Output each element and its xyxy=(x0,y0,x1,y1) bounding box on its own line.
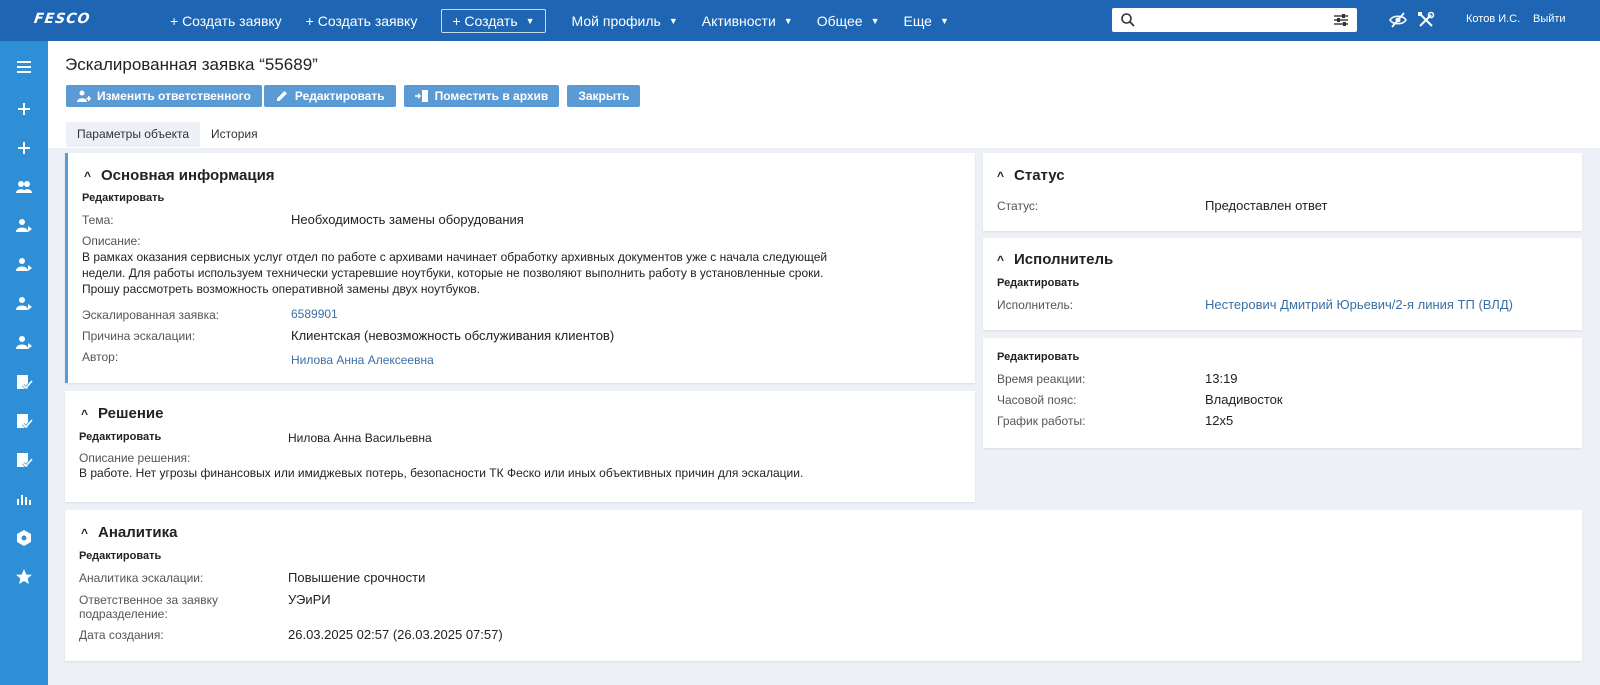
page-header xyxy=(48,41,1600,148)
main-nav xyxy=(170,0,973,41)
timezone-label: Часовой пояс: xyxy=(997,393,1077,407)
menu-icon[interactable] xyxy=(14,57,34,77)
status-header[interactable]: ^ Статус xyxy=(997,167,1065,184)
change-responsible-button[interactable]: Изменить ответственного xyxy=(66,85,262,107)
plus-icon[interactable] xyxy=(14,138,34,158)
created-date-value: 26.03.2025 02:57 (26.03.2025 07:57) xyxy=(288,627,503,642)
main-info-header[interactable]: ^ Основная информация xyxy=(84,167,275,184)
description-line: В рамках оказания сервисных услуг отдел по работе с архивами начинает обработку архивных документов уже с начала следующей xyxy=(82,250,828,264)
search-input[interactable] xyxy=(1142,10,1322,30)
archive-icon xyxy=(415,89,429,103)
nav-create-dropdown[interactable]: + Создать ▼ xyxy=(441,9,545,33)
status-value: Предоставлен ответ xyxy=(1205,198,1328,213)
status-label: Статус: xyxy=(997,199,1039,213)
users-icon[interactable] xyxy=(14,177,34,197)
solution-author: Нилова Анна Васильевна xyxy=(288,431,432,445)
escalation-reason-label: Причина эскалации: xyxy=(82,329,196,343)
search-icon xyxy=(1120,12,1136,28)
solution-edit-link[interactable]: Редактировать xyxy=(79,431,162,443)
executor-link[interactable]: Нестерович Дмитрий Юрьевич/2-я линия ТП (ВЛД) xyxy=(1205,297,1513,312)
chevron-up-icon: ^ xyxy=(84,168,92,183)
analytics-card xyxy=(65,510,1582,661)
main-info-edit-link[interactable]: Редактировать xyxy=(82,192,165,204)
escalation-analytics-label: Аналитика эскалации: xyxy=(79,571,204,585)
timezone-value: Владивосток xyxy=(1205,392,1283,407)
responsible-dept-label: Ответственное за заявку подразделение: xyxy=(79,593,218,621)
object-tabs xyxy=(66,122,269,147)
reaction-time-value: 13:19 xyxy=(1205,371,1238,386)
close-button[interactable]: Закрыть xyxy=(567,85,640,107)
analytics-edit-link[interactable]: Редактировать xyxy=(79,550,162,562)
caret-down-icon: ▼ xyxy=(783,15,793,26)
main-content xyxy=(48,41,1600,685)
description-text xyxy=(82,249,827,297)
chevron-up-icon: ^ xyxy=(997,252,1005,267)
solution-desc-label: Описание решения: xyxy=(79,451,191,465)
solution-header[interactable]: ^ Решение xyxy=(81,405,164,422)
analytics-header[interactable]: ^ Аналитика xyxy=(81,524,178,541)
nav-activities[interactable]: Активности ▼ xyxy=(701,12,793,29)
tools-icon[interactable] xyxy=(1417,11,1435,29)
description-line: Прошу рассмотреть возможность оперативной замены двух ноутбуков. xyxy=(82,282,480,296)
schedule-label: График работы: xyxy=(997,414,1086,428)
caret-down-icon: ▼ xyxy=(525,15,535,26)
bar-chart-icon[interactable] xyxy=(14,489,34,509)
timing-card xyxy=(983,338,1582,448)
executor-card xyxy=(983,238,1582,330)
star-icon[interactable] xyxy=(14,567,34,587)
escalation-analytics-value: Повышение срочности xyxy=(288,570,426,585)
chevron-up-icon: ^ xyxy=(997,168,1005,183)
eye-off-icon[interactable] xyxy=(1389,11,1407,29)
doc-check-icon[interactable] xyxy=(14,411,34,431)
theme-label: Тема: xyxy=(82,213,114,227)
user-arrow-icon[interactable] xyxy=(14,255,34,275)
description-label: Описание: xyxy=(82,234,141,248)
main-info-card xyxy=(65,153,975,383)
description-line: недели. Для работы используем технически устаревшие ноутбуки, которые не позволяют выполнить работу в установленные сроки. xyxy=(82,266,824,280)
logout-link[interactable]: Выйти xyxy=(1533,13,1566,25)
top-bar xyxy=(0,0,1600,41)
page-title: Эскалированная заявка “55689” xyxy=(65,55,318,74)
nav-my-profile[interactable]: Мой профиль ▼ xyxy=(571,12,678,29)
current-user[interactable]: Котов И.С. xyxy=(1466,13,1521,25)
search-box xyxy=(1112,8,1357,32)
timing-edit-link[interactable]: Редактировать xyxy=(997,351,1080,363)
executor-edit-link[interactable]: Редактировать xyxy=(997,277,1080,289)
escalated-request-label: Эскалированная заявка: xyxy=(82,308,220,322)
user-arrow-icon[interactable] xyxy=(14,294,34,314)
hexagon-icon[interactable] xyxy=(14,528,34,548)
chevron-up-icon: ^ xyxy=(81,525,89,540)
created-date-label: Дата создания: xyxy=(79,628,164,642)
nav-more[interactable]: Еще ▼ xyxy=(903,12,949,29)
nav-create-request-2[interactable]: + Создать заявку xyxy=(305,12,418,29)
caret-down-icon: ▼ xyxy=(870,15,880,26)
nav-create-request-1[interactable]: + Создать заявку xyxy=(170,12,282,29)
responsible-dept-value: УЭиРИ xyxy=(288,592,331,607)
edit-button[interactable]: Редактировать xyxy=(264,85,396,107)
pencil-icon xyxy=(275,89,289,103)
user-arrow-icon[interactable] xyxy=(14,333,34,353)
doc-check-icon[interactable] xyxy=(14,450,34,470)
caret-down-icon: ▼ xyxy=(939,15,949,26)
schedule-value: 12х5 xyxy=(1205,413,1234,428)
escalated-request-link[interactable]: 6589901 xyxy=(291,307,338,321)
solution-card xyxy=(65,391,975,502)
left-sidebar xyxy=(0,41,48,685)
action-toolbar xyxy=(66,85,640,107)
plus-icon[interactable] xyxy=(14,99,34,119)
archive-button[interactable]: Поместить в архив xyxy=(404,85,560,107)
fesco-logo[interactable]: FESCO xyxy=(32,11,92,27)
executor-label: Исполнитель: xyxy=(997,298,1074,312)
tab-history[interactable]: История xyxy=(211,127,258,141)
executor-header[interactable]: ^ Исполнитель xyxy=(997,251,1114,268)
tab-object-params[interactable]: Параметры объекта xyxy=(66,122,200,147)
nav-general[interactable]: Общее ▼ xyxy=(816,12,880,29)
status-card xyxy=(983,153,1582,231)
author-label: Автор: xyxy=(82,350,119,364)
chevron-up-icon: ^ xyxy=(81,406,89,421)
caret-down-icon: ▼ xyxy=(668,15,678,26)
user-plus-icon xyxy=(77,89,91,103)
author-link[interactable]: Нилова Анна Алексеевна xyxy=(291,353,434,367)
user-arrow-icon[interactable] xyxy=(14,216,34,236)
doc-check-icon[interactable] xyxy=(14,372,34,392)
solution-desc-value: В работе. Нет угрозы финансовых или имиджевых потерь, безопасности ТК Феско или иных объективных причин для эскалации. xyxy=(79,466,804,480)
filter-sliders-icon[interactable] xyxy=(1333,12,1349,28)
escalation-reason-value: Клиентская (невозможность обслуживания клиентов) xyxy=(291,328,615,343)
theme-value: Необходимость замены оборудования xyxy=(291,212,524,227)
reaction-time-label: Время реакции: xyxy=(997,372,1086,386)
